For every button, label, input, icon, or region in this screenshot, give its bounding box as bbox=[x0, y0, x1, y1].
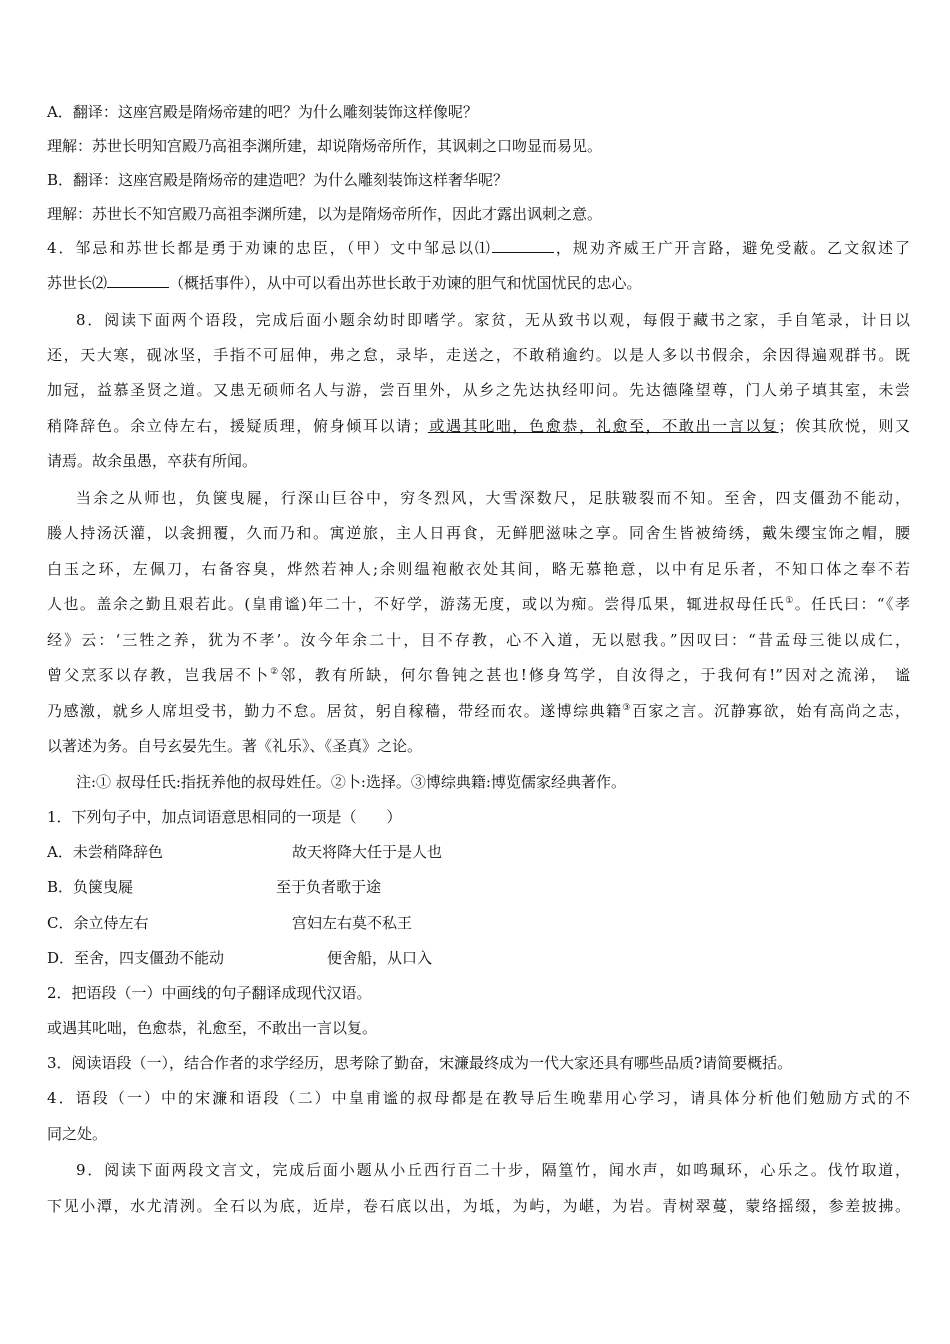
option-left: C．余立侍左右 bbox=[47, 914, 149, 932]
option-left: D．至舍，四支僵劲不能动 bbox=[47, 949, 225, 967]
text: 邻，教有所缺，何尔鲁钝之甚也!修身笃学，自汝得之，于我何有!”因对之流涕， 谧 bbox=[280, 666, 910, 684]
q8-sub1-option-a[interactable] bbox=[47, 842, 910, 862]
q8-passage2-line4 bbox=[47, 594, 910, 614]
option-right: 故天将降大任于是人也 bbox=[292, 843, 443, 861]
fill-blank-1[interactable] bbox=[492, 238, 554, 253]
text: 4．邹忌和苏世长都是勇于劝谏的忠臣，（甲）文中邹忌以 bbox=[47, 239, 475, 257]
q8-passage1-line2: 还，天大寒，砚冰坚，手指不可屈伸，弗之怠，录毕，走送之，不敢稍逾约。以是人多以书假余，余因得遍观群书。既 bbox=[47, 346, 910, 364]
text: 。任氏曰：“《孝 bbox=[794, 595, 910, 613]
q7-option-a-understanding: 理解：苏世长明知宫殿乃高祖李渊所建，却说隋炀帝所作，其讽刺之口吻显而易见。 bbox=[47, 137, 603, 155]
option-right: 宫妇左右莫不私王 bbox=[292, 914, 413, 932]
q8-passage2-line3: 白玉之环，左佩刀，右备容臭，烨然若神人;余则缊袍敝衣处其间，略无慕艳意，以中有足乐者，不知口体之奉不若 bbox=[47, 560, 910, 578]
q8-passage2-line2: 媵人持汤沃灌，以衾拥覆，久而乃和。寓逆旅，主人日再食，无鲜肥滋味之享。同舍生皆被绮绣，戴朱缨宝饰之帽，腰 bbox=[47, 524, 910, 542]
q8-sub1-option-b[interactable] bbox=[47, 877, 910, 897]
option-right: 便舍船，从口入 bbox=[327, 949, 433, 967]
q8-passage1-line4 bbox=[47, 416, 910, 436]
q8-passage2-line5: 经》云：‘三牲之养，犹为不孝’。汝今年余二十，目不存教，心不入道，无以慰我。”因叹曰：“昔孟母三徙以成仁， bbox=[47, 631, 910, 649]
q8-notes: 注:① 叔母任氏:指抚养他的叔母姓任。②卜:选择。③博综典籍:博览儒家经典著作。 bbox=[76, 773, 626, 791]
q8-passage1-line1: 8．阅读下面两个语段，完成后面小题余幼时即嗜学。家贫，无从致书以观，每假于藏书之家，手自笔录，计日以 bbox=[76, 311, 910, 329]
option-right: 至于负者歌于途 bbox=[276, 878, 382, 896]
footnote-marker: ② bbox=[270, 667, 281, 677]
q8-passage2-line1: 当余之从师也，负箧曳屣，行深山巨谷中，穷冬烈风，大雪深数尺，足肤皲裂而不知。至舍，四支僵劲不能动， bbox=[76, 489, 910, 507]
q8-sub4-line1: 4．语段（一）中的宋濂和语段（二）中皇甫谧的叔母都是在教导后生晚辈用心学习，请具体分析他们勉励方式的不 bbox=[47, 1089, 910, 1107]
q7-option-b-understanding: 理解：苏世长不知宫殿乃高祖李渊所建，以为是隋炀帝所作，因此才露出讽刺之意。 bbox=[47, 205, 603, 223]
footnote-marker: ① bbox=[785, 596, 795, 606]
q8-passage2-line8: 以著述为务。自号玄晏先生。著《礼乐》、《圣真》之论。 bbox=[47, 737, 423, 755]
text: 乃感激，就乡人席坦受书，勤力不怠。居贫，躬自稼穑，带经而农。遂博综典籍 bbox=[47, 702, 623, 720]
q8-sub1-stem: 1．下列句子中，加点词语意思相同的一项是（ ） bbox=[47, 808, 402, 826]
q8-sub1-option-c[interactable] bbox=[47, 913, 910, 933]
text: （概括事件），从中可以看出苏世长敢于劝谏的胆气和忧国忧民的忠心。 bbox=[169, 274, 642, 292]
q7-sub4-line1 bbox=[47, 238, 910, 258]
footnote-marker: ③ bbox=[622, 703, 632, 713]
text: ；俟其欣悦，则又 bbox=[778, 417, 910, 435]
q7-sub4-line2 bbox=[47, 273, 910, 293]
q9-passage-line2: 下见小潭，水尤清洌。全石以为底，近岸，卷石底以出，为坻，为屿，为嵁，为岩。青树翠蔓，蒙络摇缀，参差披拂。 bbox=[47, 1197, 910, 1215]
q9-passage-line1: 9．阅读下面两段文言文，完成后面小题从小丘西行百二十步，隔篁竹，闻水声，如鸣珮环，心乐之。伐竹取道， bbox=[76, 1161, 910, 1179]
q8-passage2-line7 bbox=[47, 701, 910, 721]
q7-option-b-translation: B．翻译：这座宫殿是隋炀帝的建造吧？为什么雕刻装饰这样奢华呢？ bbox=[47, 171, 509, 189]
q8-sub3-stem: 3．阅读语段（一），结合作者的求学经历，思考除了勤奋，宋濂最终成为一代大家还具有哪些品质?请简要概括。 bbox=[47, 1054, 793, 1072]
underlined-sentence: 或遇其叱咄，色愈恭，礼愈至，不敢出一言以复 bbox=[427, 417, 779, 435]
text: ，规劝齐威王广开言路，避免受蔽。乙文叙述了 bbox=[553, 239, 910, 257]
text: 苏世长 bbox=[47, 274, 93, 292]
q8-sub1-option-d[interactable] bbox=[47, 948, 910, 968]
text: 稍降辞色。余立侍左右，援疑质理，俯身倾耳以请； bbox=[47, 417, 428, 435]
option-left: A．未尝稍降辞色 bbox=[47, 843, 163, 861]
q7-option-a-translation: A．翻译：这座宫殿是隋炀帝建的吧？为什么雕刻装饰这样像呢？ bbox=[47, 103, 478, 121]
option-left: B．负箧曳屣 bbox=[47, 878, 134, 896]
q8-passage1-line3: 加冠，益慕圣贤之道。又患无硕师名人与游，尝百里外，从乡之先达执经叩问。先达德隆望尊，门人弟子填其室，未尝 bbox=[47, 381, 910, 399]
q8-sub2-sentence: 或遇其叱咄，色愈恭，礼愈至，不敢出一言以复。 bbox=[47, 1019, 378, 1037]
text: 人也。盖余之勤且艰若此。(皇甫谧)年二十，不好学，游荡无度，或以为痴。尝得瓜果，辄进叔母任氏 bbox=[47, 595, 786, 613]
fill-blank-2[interactable] bbox=[107, 273, 169, 288]
q8-sub4-line2: 同之处。 bbox=[47, 1125, 108, 1143]
text: 曾父烹豕以存教，岂我居不卜 bbox=[47, 666, 271, 684]
q8-passage1-line5: 请焉。故余虽愚，卒获有所闻。 bbox=[47, 452, 258, 470]
q8-passage2-line6 bbox=[47, 665, 910, 685]
q8-sub2-stem: 2．把语段（一）中画线的句子翻译成现代汉语。 bbox=[47, 984, 372, 1002]
text: 百家之言。沉静寡欲，始有高尚之志， bbox=[631, 702, 910, 720]
blank-label: ⑵ bbox=[92, 274, 108, 292]
blank-label: ⑴ bbox=[474, 239, 492, 257]
